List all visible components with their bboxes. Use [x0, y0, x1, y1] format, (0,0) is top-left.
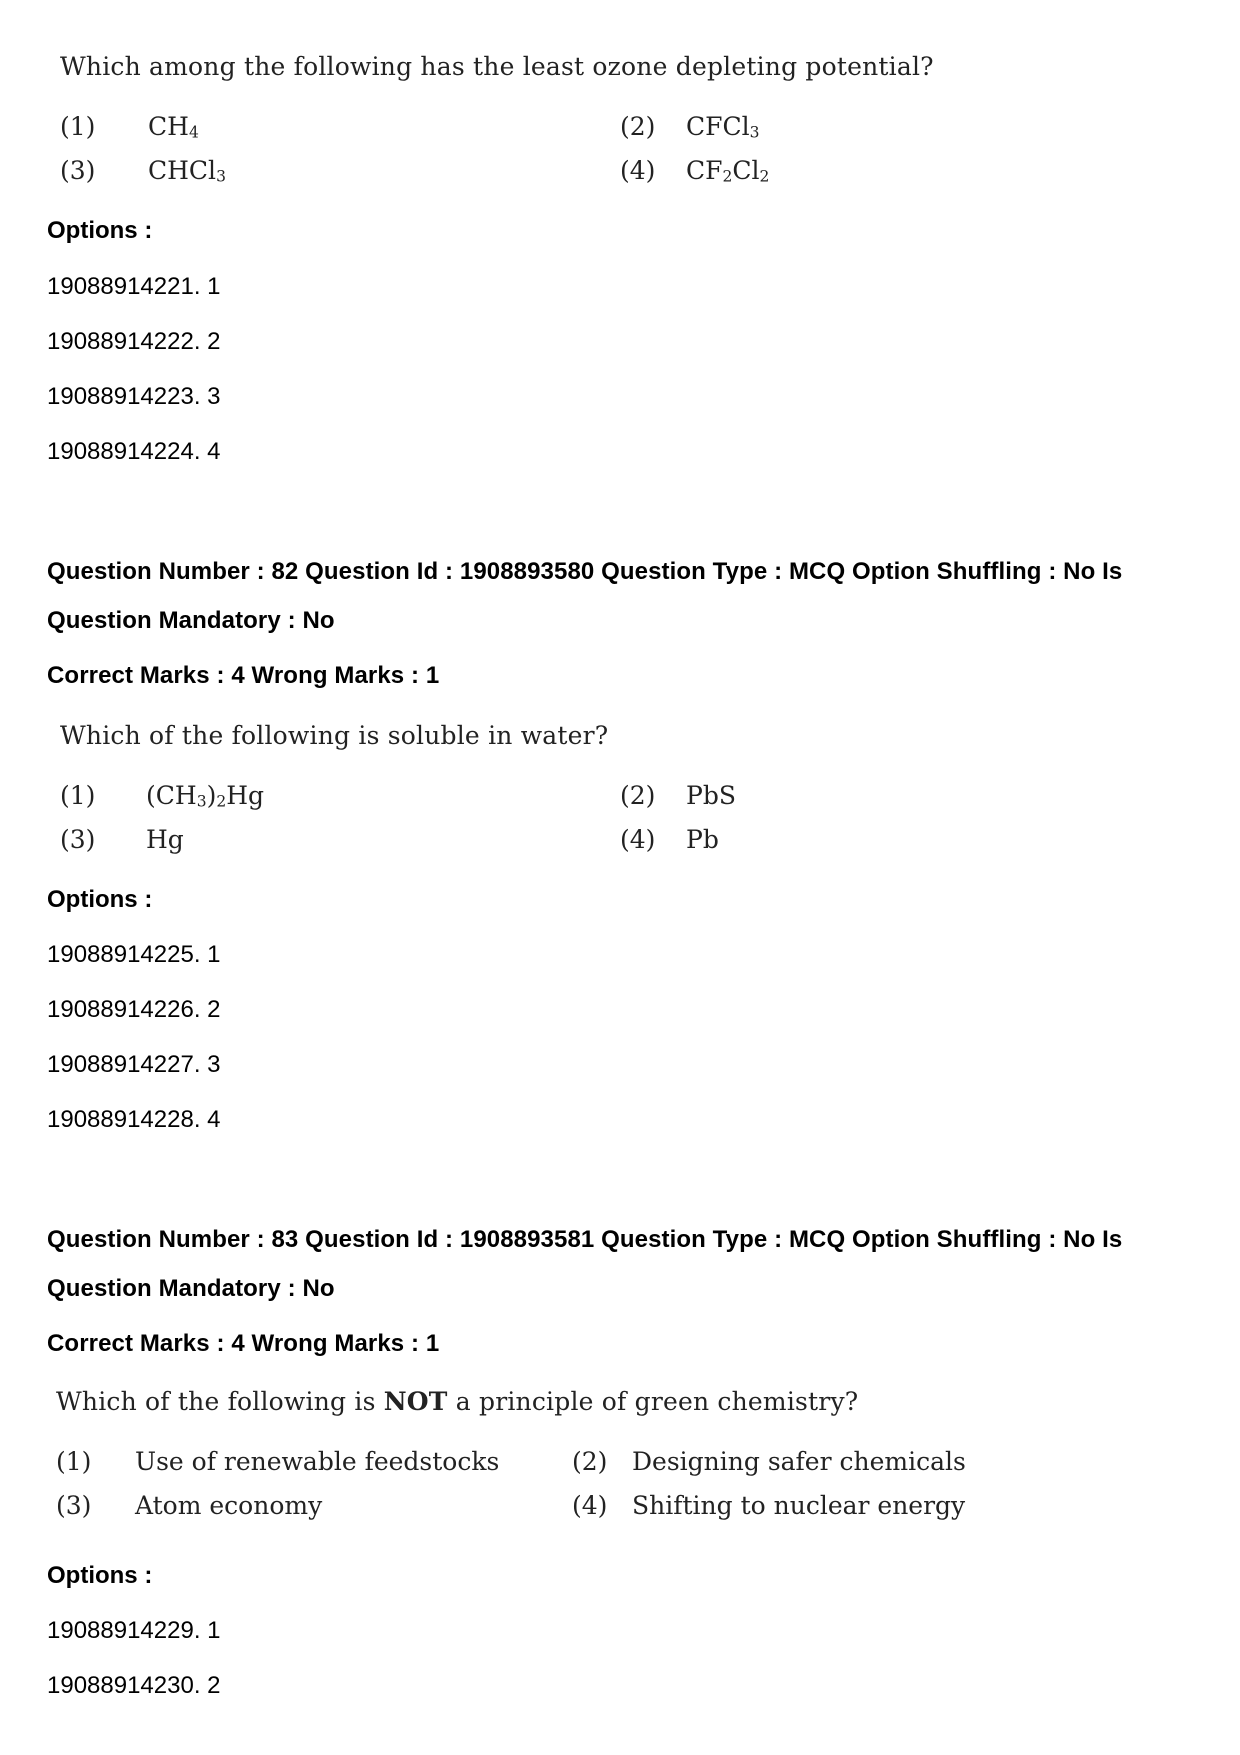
choice-number: (1) [56, 1447, 92, 1476]
question-stem: Which among the following has the least ozone depleting potential? [60, 52, 934, 81]
choice-number: (3) [56, 1491, 92, 1520]
question-image-81 [60, 52, 960, 192]
option-line: 19088914229. 1 [47, 1617, 221, 1644]
choice-formula: $CH_4$ [148, 112, 199, 142]
choice-number: (3) [60, 825, 96, 854]
choice-formula: CHCl$_3$ [148, 156, 226, 186]
option-line: 19088914221. 1 [47, 273, 221, 300]
option-line: 19088914228. 4 [47, 1106, 221, 1133]
question-image-83 [56, 1387, 966, 1527]
choice-number: (3) [60, 156, 96, 185]
choice-number: (1) [60, 112, 96, 141]
choice-number: (2) [572, 1447, 608, 1476]
option-line: 19088914226. 2 [47, 996, 221, 1023]
choice-formula: Pb [686, 825, 719, 854]
choice-formula: Hg [146, 825, 184, 854]
option-line: 19088914222. 2 [47, 328, 221, 355]
question-marks: Correct Marks : 4 Wrong Marks : 1 [47, 1330, 440, 1357]
question-image-82 [60, 721, 960, 861]
choice-number: (4) [620, 825, 656, 854]
choice-number: (4) [620, 156, 656, 185]
option-line: 19088914227. 3 [47, 1051, 221, 1078]
choice-number: (2) [620, 112, 656, 141]
choice-formula: $(CH_3)_2Hg$ [146, 781, 265, 811]
question-header: Question Number : 82 Question Id : 1908893580 Question Type : MCQ Option Shuffling : No Is [47, 558, 1123, 585]
question-mandatory: Question Mandatory : No [47, 607, 335, 634]
question-mandatory: Question Mandatory : No [47, 1275, 335, 1302]
options-label: Options : [47, 217, 153, 244]
option-line: 19088914224. 4 [47, 438, 221, 465]
stem-text: Which of the following is [56, 1387, 384, 1416]
question-header: Question Number : 83 Question Id : 1908893581 Question Type : MCQ Option Shuffling : No Is [47, 1226, 1123, 1253]
choice-text: Atom economy [135, 1491, 323, 1520]
option-line: 19088914225. 1 [47, 941, 221, 968]
question-stem [56, 1387, 858, 1416]
question-marks: Correct Marks : 4 Wrong Marks : 1 [47, 662, 440, 689]
choice-formula: PbS [686, 781, 736, 810]
options-label: Options : [47, 886, 153, 913]
stem-text: a principle of green chemistry? [447, 1387, 859, 1416]
choice-text: Shifting to nuclear energy [632, 1491, 966, 1520]
options-label: Options : [47, 1562, 153, 1589]
choice-text: Designing safer chemicals [632, 1447, 966, 1476]
choice-number: (1) [60, 781, 96, 810]
stem-emphasis: NOT [383, 1387, 448, 1416]
choice-formula: $CF_2Cl_2$ [686, 156, 770, 186]
option-line: 19088914223. 3 [47, 383, 221, 410]
choice-number: (2) [620, 781, 656, 810]
question-stem: Which of the following is soluble in water? [60, 721, 609, 750]
choice-formula: CFCl$_3$ [686, 112, 760, 142]
choice-text: Use of renewable feedstocks [135, 1447, 500, 1476]
option-line: 19088914230. 2 [47, 1672, 221, 1699]
choice-number: (4) [572, 1491, 608, 1520]
